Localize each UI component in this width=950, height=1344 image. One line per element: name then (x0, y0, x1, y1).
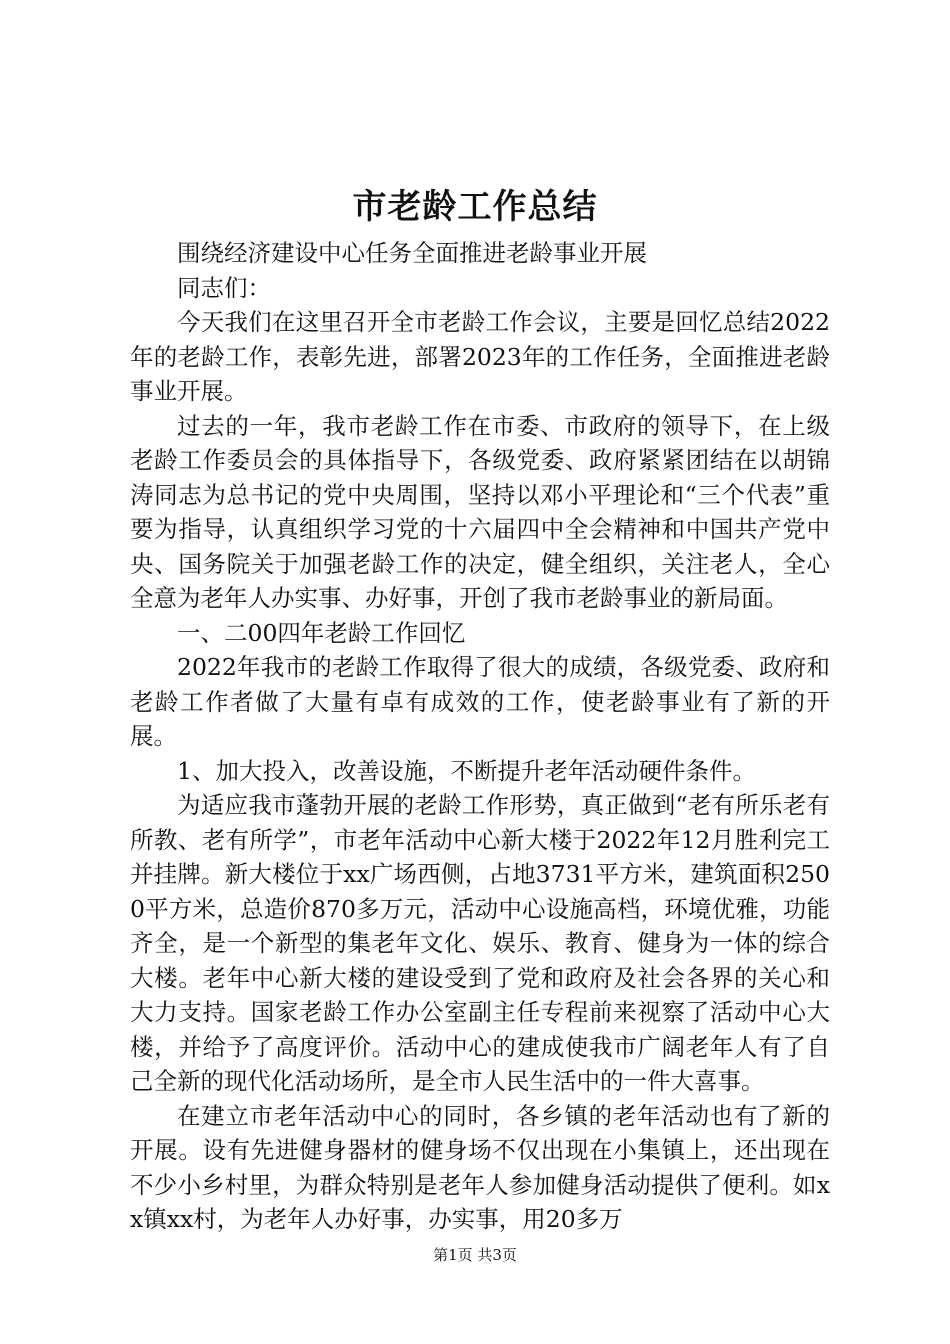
paragraph-subtitle: 围绕经济建设中心任务全面推进老龄事业开展 (177, 239, 647, 267)
section-heading-review: 一、二00四年老龄工作回忆 (177, 618, 466, 647)
subheading-investment: 1、加大投入，改善设施，不断提升老年活动硬件条件。 (177, 756, 756, 785)
paragraph-intro: 今天我们在这里召开全市老龄工作会议，主要是回忆总结2022年的老龄工作，表彰先进，部署2023年的工作任务，全面推进老龄事业开展。 (130, 308, 830, 405)
paragraph-past-year: 过去的一年，我市老龄工作在市委、市政府的领导下，在上级老龄工作委员会的具体指导下，各级党委、政府紧紧团结在以胡锦涛同志为总书记的党中央周围，坚持以邓小平理论和“三个代表”重要为指导，认真组织学习党的十六届四中全会精神和中国共产党中央、国务院关于加强老龄工作的决定，健全组织，关注老人，全心全意为老年人办实事、办好事，开创了我市老龄事业的新局面。 (130, 411, 830, 612)
document-body (130, 236, 830, 1237)
document-title: 市老龄工作总结 (352, 187, 598, 227)
page-number: 第1页 共3页 (433, 1246, 517, 1264)
paragraph-townships: 在建立市老年活动中心的同时，各乡镇的老年活动也有了新的开展。设有先进健身器材的健身场不仅出现在小集镇上，还出现在不少小乡村里，为群众特别是老年人参加健身活动提供了便利。如xx镇xx村，为老年人办好事，办实事，用20多万 (130, 1101, 830, 1233)
paragraph-salutation: 同志们： (177, 273, 271, 302)
paragraph-activity-center: 为适应我市蓬勃开展的老龄工作形势，真正做到“老有所乐老有所教、老有所学”，市老年活动中心新大楼于2022年12月胜利完工并挂牌。新大楼位于xx广场西侧，占地3731平方米，建筑面积2500平方米，总造价870多万元，活动中心设施高档，环境优雅，功能齐全，是一个新型的集老年文化、娱乐、教育、健身为一体的综合大楼。老年中心新大楼的建设受到了党和政府及社会各界的关心和大力支持。国家老龄工作办公室副主任专程前来视察了活动中心大楼，并给予了高度评价。活动中心的建成使我市广阔老年人有了自己全新的现代化活动场所，是全市人民生活中的一件大喜事。 (130, 791, 830, 1095)
paragraph-achievements: 2022年我市的老龄工作取得了很大的成绩，各级党委、政府和老龄工作者做了大量有卓有成效的工作，使老龄事业有了新的开展。 (130, 653, 830, 750)
